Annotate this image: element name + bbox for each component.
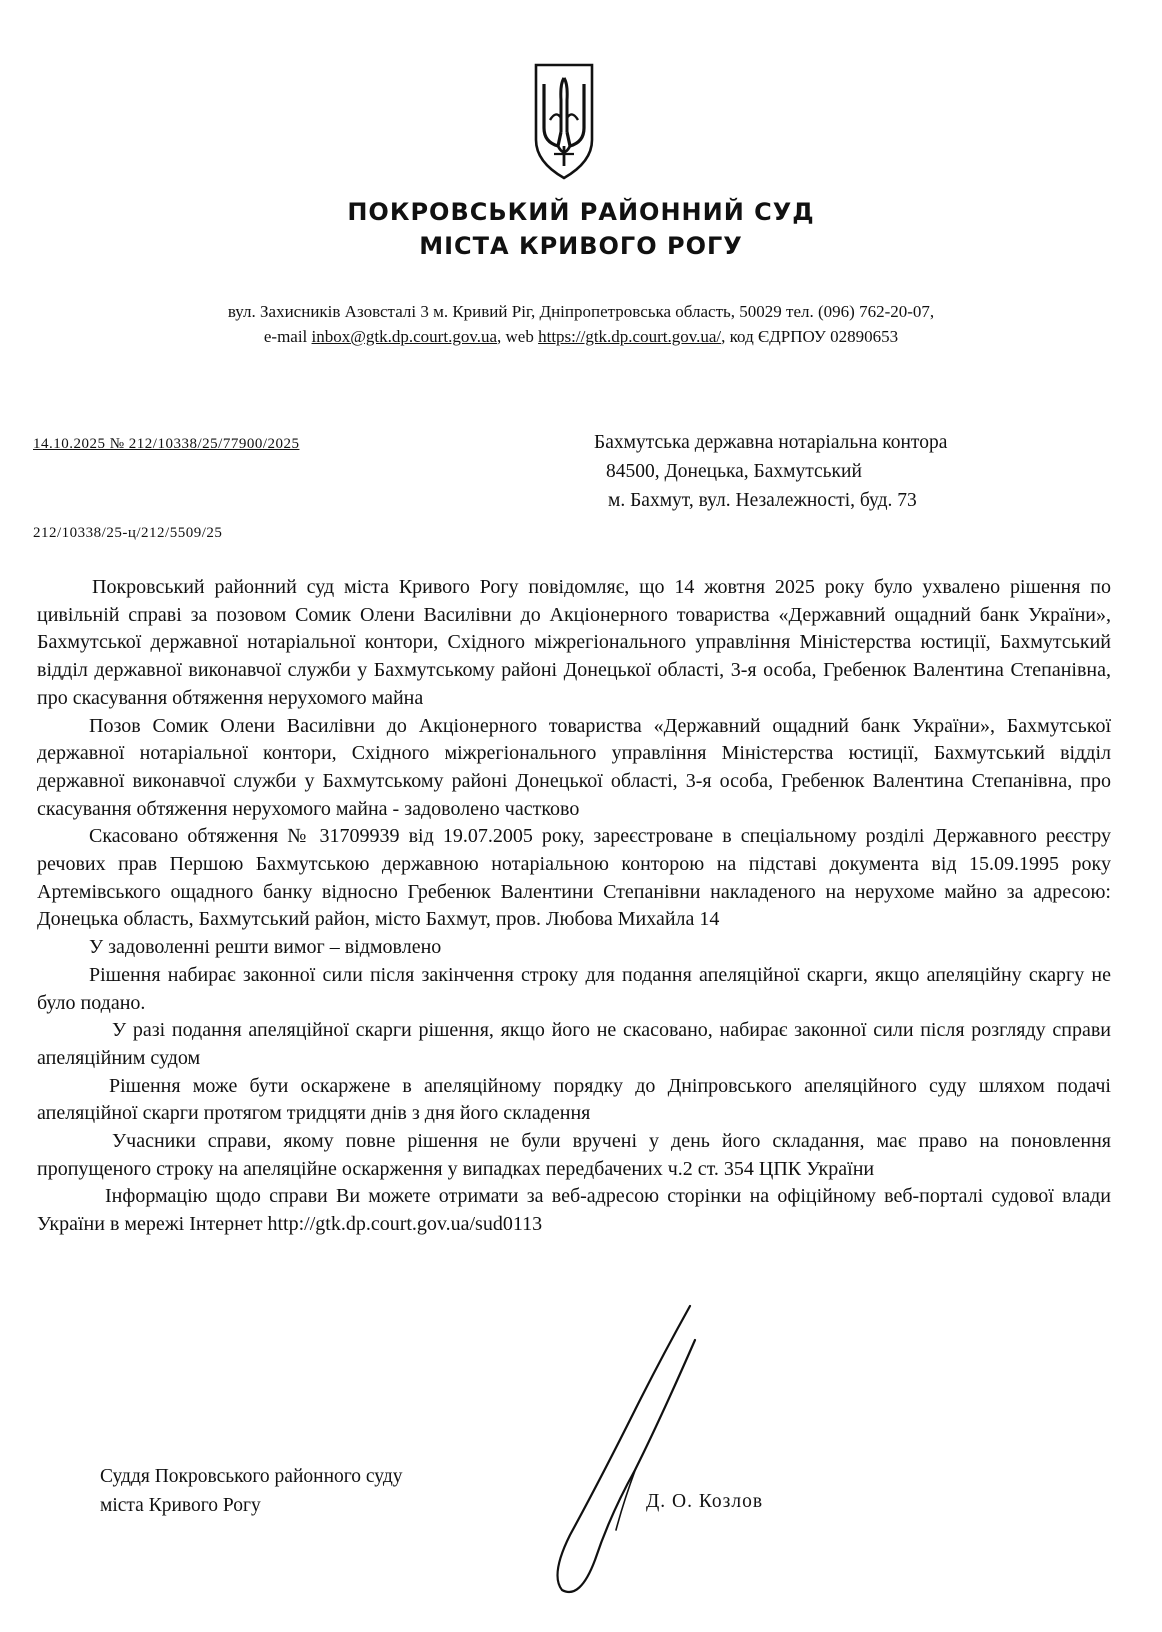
edrpou-code: код ЄДРПОУ 02890653	[729, 327, 899, 346]
body-paragraph: Скасовано обтяження № 31709939 від 19.07.2005 року, зареєстроване в спеціальному розділі Державного реєстру речових прав Першою Бахмутською державною нотаріальною конторою на підставі документа від 15.09.1995 року Артемівського ощадного банку відносно Гребенюк Валентини Степанівни накладеного на нерухоме майно за адресою: Донецька область, Бахмутський район, місто Бахмут, пров. Любова Михайла 14	[37, 825, 1111, 931]
body-paragraph: У задоволенні решти вимог – відмовлено	[89, 936, 442, 959]
court-address: вул. Захисників Азовсталі 3 м. Кривий Ріг, Дніпропетровська область, 50029 тел. (096) 762-20-07,	[227, 302, 935, 321]
body-paragraph: Інформацію щодо справи Ви можете отримати за веб-адресою сторінки на офіційному веб-порталі судової влади України в мережі Інтернет http://gtk.dp.court.gov.ua/sud0113	[37, 1185, 1111, 1236]
web-label: web	[505, 327, 534, 346]
body-paragraph: Покровський районний суд міста Кривого Рогу повідомляє, що 14 жовтня 2025 року було ухвалено рішення по цивільній справі за позовом Сомик Олени Василівни до Акціонерного товариства «Державний ощадний банк України», Бахмутської державної нотаріальної контори, Східного міжрегіонального управління Міністерства юстиції, Бахмутський відділ державної виконавчої служби у Бахмутському районі Донецької області, 3-я особа, Гребенюк Валентина Степанівна, про скасування обтяження нерухомого майна	[37, 576, 1111, 709]
letter-body	[37, 574, 1111, 1239]
body-paragraph: Учасники справи, якому повне рішення не були вручені у день його складання, має право на поновлення пропущеного строку на апеляційне оскарження у випадках передбачених ч.2 ст. 354 ЦПК України	[37, 1130, 1111, 1180]
addressee-name: Бахмутська державна нотаріальна контора	[594, 432, 948, 453]
body-paragraph: Рішення може бути оскаржене в апеляційному порядку до Дніпровського апеляційного суду шляхом подачі апеляційної скарги протягом тридцяти днів з дня його складення	[37, 1074, 1111, 1125]
email-label: e-mail	[263, 327, 308, 346]
court-contacts: e-mail inbox@gtk.dp.court.gov.ua, web https://gtk.dp.court.gov.ua/, код ЄДРПОУ 02890653	[263, 327, 899, 346]
body-paragraph: Рішення набирає законної сили після закінчення строку для подання апеляційної скарги, якщо апеляційну скаргу не було подано.	[37, 963, 1111, 1014]
judge-title-line2: міста Кривого Рогу	[100, 1495, 261, 1516]
addressee-address-line1: 84500, Донецька, Бахмутський	[606, 461, 862, 482]
trident-emblem-icon	[530, 62, 598, 182]
court-name-line2: МІСТА КРИВОГО РОГУ	[419, 232, 743, 260]
outgoing-number: 14.10.2025 № 212/10338/25/77900/2025	[33, 436, 300, 452]
court-name-line1: ПОКРОВСЬКИЙ РАЙОННИЙ СУД	[347, 198, 815, 226]
email-link[interactable]: inbox@gtk.dp.court.gov.ua	[311, 327, 498, 346]
judge-name: Д. О. Козлов	[646, 1491, 764, 1512]
judge-title	[100, 1462, 403, 1520]
body-paragraph: У разі подання апеляційної скарги рішення, якщо його не скасовано, набирає законної сили після розгляду справи апеляційним судом	[37, 1019, 1111, 1069]
website-link[interactable]: https://gtk.dp.court.gov.ua/	[538, 327, 722, 346]
judge-title-line1: Суддя Покровського районного суду	[100, 1466, 403, 1487]
case-reference-number: 212/10338/25-ц/212/5509/25	[33, 525, 223, 541]
addressee-block	[594, 428, 947, 515]
addressee-address-line2: м. Бахмут, вул. Незалежності, буд. 73	[608, 490, 917, 511]
body-paragraph: Позов Сомик Олени Василівни до Акціонерного товариства «Державний ощадний банк України», Бахмутської державної нотаріальної контори, Східного міжрегіонального управління Міністерства юстиції, Бахмутський відділ державної виконавчої служби у Бахмутському районі Донецької області, 3-я особа, Гребенюк Валентина Степанівна, про скасування обтяження нерухомого майна - задоволено частково	[37, 714, 1111, 820]
handwritten-signature	[540, 1300, 720, 1600]
